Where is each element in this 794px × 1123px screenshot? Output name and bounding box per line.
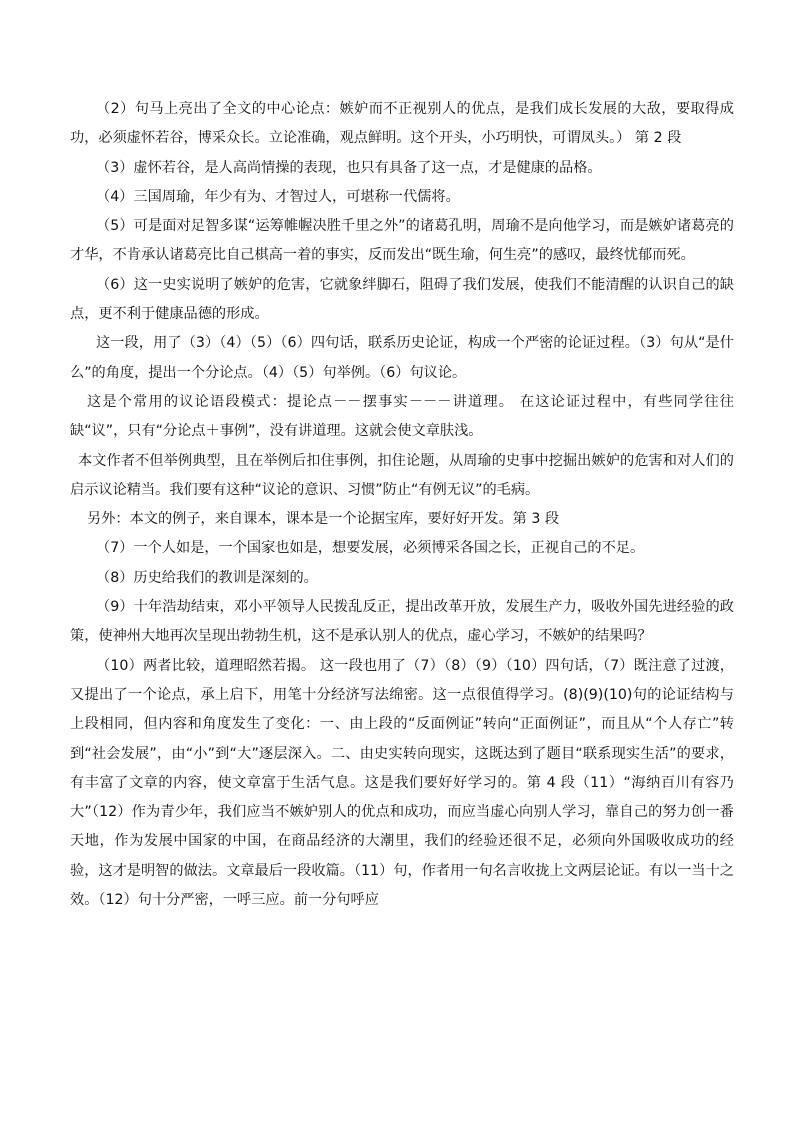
paragraph-3: （4）三国周瑜，年少有为、才智过人，可堪称一代儒将。 [96,188,460,205]
paragraph-6: 这一段，用了（3）（4）（5）（6）四句话，联系历史论证，构成一个严密的论证过程。（3）句从“是什么”的角度，提出一个分论点。（4）（5）句举例。（6）句议论。 [70,335,734,381]
paragraph-7: 这是个常用的议论语段模式：提论点－－摆事实－－－讲道理。 在这论证过程中，有些同学往往缺“议”，只有“分论点＋事例”，没有讲道理。这就会使文章肤浅。 [70,393,734,440]
paragraph-11: （8）历史给我们的教训是深刻的。 [96,569,318,586]
paragraph-8: 本文作者不但举例典型，且在举例后扣住事例，扣住论题，从周瑜的史事中挖掘出嫉妒的危害和对人们的启示议论精当。我们要有这种“议论的意识、习惯”防止“有例无议”的毛病。 [70,452,734,498]
paragraph-1: （2）句马上亮出了全文的中心论点：嫉妒而不正视别人的优点，是我们成长发展的大敌，要取得成功，必须虚怀若谷，博采众长。立论准确，观点鲜明。这个开头，小巧明快，可谓凤头。） 第 2 段 [70,101,734,147]
paragraph-5: （6）这一史实说明了嫉妒的危害，它就象绊脚石，阻碍了我们发展，使我们不能清醒的认识自己的缺点，更不利于健康品德的形成。 [70,276,734,323]
paragraph-2: （3）虚怀若谷，是人高尚情操的表现，也只有具备了这一点，才是健康的品格。 [96,159,602,176]
paragraph-4: （5）可是面对足智多谋“运筹帷幄决胜千里之外”的诸葛孔明，周瑜不是向他学习，而是嫉妒诸葛亮的才华，不肯承认诸葛亮比自己棋高一着的事实，反而发出“既生瑜，何生亮”的感叹，最终忧郁而死。 [70,218,734,264]
document-body [70,95,734,915]
paragraph-10: （7）一个人如是，一个国家也如是，想要发展，必须博采各国之长，正视自己的不足。 [96,540,645,557]
paragraph-9: 另外：本文的例子，来自课本，课本是一个论据宝库，要好好开发。第 3 段 [87,511,560,528]
paragraph-12: （9）十年浩劫结束，邓小平领导人民拨乱反正，提出改革开放，发展生产力，吸收外国先进经验的政策，使神州大地再次呈现出勃勃生机，这不是承认别人的优点，虚心学习，不嫉妒的结果吗？ [70,599,734,645]
paragraph-13: （10）两者比较，道理昭然若揭。 这一段也用了（7）（8）（9）（10）四句话，（7）既注意了过渡，又提出了一个论点，承上启下，用笔十分经济写法绵密。这一点很值得学习。(8)(9)(10)句的论证结构与上段相同，但内容和角度发生了变化：一、由上段的“反面例证”转向“正面例证”，而且从“个人存亡”转到“社会发展”，由“小”到“大”逐层深入。二、由史实转向现实，这既达到了题目“联系现实生活”的要求，有丰富了文章的内容，使文章富于生活气息。这是我们要好好学习的。第 4 段（11）“海纳百川有容乃大”（12）作为青少年，我们应当不嫉妒别人的优点和成功，而应当虚心向别人学习，靠自己的努力创一番天地，作为发展中国家的中国，在商品经济的大潮里，我们的经验还很不足，必须向外国吸收成功的经验，这才是明智的做法。文章最后一段收篇。（11）句，作者用一句名言收拢上文两层论证。有以一当十之效。（12）句十分严密，一呼三应。前一分句呼应 [70,657,734,909]
